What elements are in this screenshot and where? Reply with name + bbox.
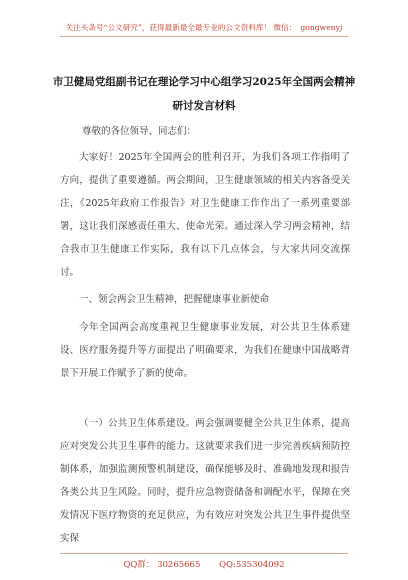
footer-qq: QQ:535304092 [219,560,285,570]
footer-divider [60,553,348,554]
paragraph-3: （一）公共卫生体系建设。两会强调要健全公共卫生体系，提高应对突发公共卫生事件的能力。这就要求我们进一步完善疾病预防控制体系，加强监测预警机制建设，确保能够及时、准确地发现和报告各类公共卫生风险。同时，提升应急物资储备和调配水平，保障在突发情况下医疗物资的充足供应，为有效应对突发公共卫生事件提供坚实保 [60,418,350,544]
section-heading-1: 一、领会两会卫生精神，把握健康事业新使命 [79,294,270,305]
document-title: 市卫健局党组副书记在理论学习中心组学习2025年全国两会精神研讨发言材料 [52,76,356,112]
wechat-id: gongwenyj [300,23,343,32]
header-divider [60,36,348,37]
paragraph-2: 今年全国两会高度重视卫生健康事业发展，对公共卫生体系建设、医疗服务提升等方面提出了明确要求，为我们在健康中国战略背景下开展工作赋予了新的使命。 [60,322,350,379]
paragraph-intro: 大家好！2025年全国两会的胜利召开，为我们各项工作指明了方向，提供了重要遵循。两会期间，卫生健康领域的相关内容备受关注，《2025年政府工作报告》对卫生健康工作作出了一系列重要部署，这让我们深感责任重大、使命光荣。通过深入学习两会精神，结合我市卫生健康工作实际，我有以下几点体会，与大家共同交流探讨。 [60,152,350,278]
top-banner [0,22,408,33]
salutation: 尊敬的各位领导、同志们： [82,126,197,137]
banner-text: 关注头条号“公文研究”，获得最新最全最专业的公文资料库！ 微信： [65,23,297,32]
footer [0,558,408,570]
footer-qq-group: QQ群： 30265665 [123,560,201,570]
